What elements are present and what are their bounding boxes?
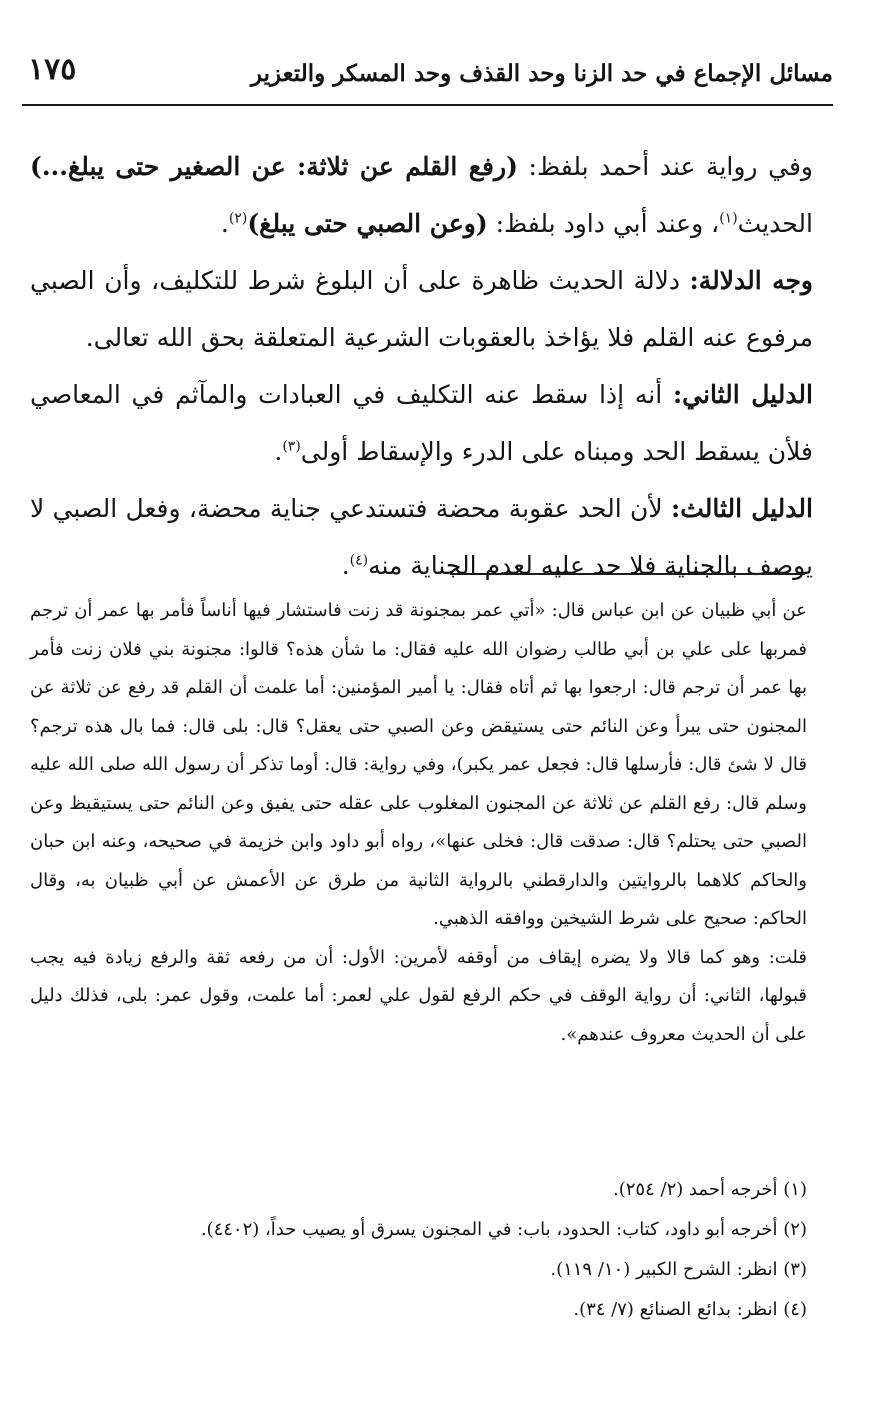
footnote-text: انظر: بدائع الصنائع (٧/ ٣٤). [573, 1299, 778, 1320]
footnote-ref-2[interactable]: (٢) [228, 210, 248, 227]
running-title: مسائل الإجماع في حد الزنا وحد القذف وحد المسكر والتعزير [250, 60, 833, 87]
footnote-ref-3[interactable]: (٣) [282, 438, 301, 455]
footnote-number: (١) [783, 1179, 807, 1200]
second-proof-text: أنه إذا سقط عنه التكليف في العبادات والمآثم في المعاصي فلأن يسقط الحد ومبناه على الدرء والإسقاط أولى [30, 380, 813, 466]
paragraph-third-proof [30, 480, 813, 594]
p3-end: . [274, 437, 283, 466]
footnote-ref-4[interactable]: (٤) [349, 552, 369, 569]
footnote-2 [30, 1210, 807, 1250]
p4-end: . [341, 551, 350, 580]
footnote-text: أخرجه أبو داود، كتاب: الحدود، باب: في المجنون يسرق أو يصيب حداً، (٤٤٠٢). [200, 1219, 778, 1240]
p1-abudawud: ، وعند أبي داود بلفظ: [487, 209, 720, 238]
footnote-number: (٤) [783, 1299, 807, 1320]
second-proof-heading: الدليل الثاني: [672, 380, 813, 409]
p1-intro: وفي رواية عند أحمد بلفظ: [517, 152, 813, 181]
paragraph-evidence-point [30, 252, 813, 366]
footnote-ref-1[interactable]: (١) [719, 210, 738, 227]
footnote-divider [450, 573, 805, 575]
p1-end: . [220, 209, 229, 238]
footnote-4 [30, 1290, 807, 1330]
footnote-text: أخرجه أحمد (٢/ ٢٥٤). [613, 1179, 778, 1200]
main-text [30, 138, 813, 594]
footnote-continuation [30, 592, 807, 1054]
page-number: ١٧٥ [28, 52, 77, 87]
footnote-number: (٣) [783, 1259, 807, 1280]
page-header [22, 52, 833, 106]
p1-hadith-word: الحديث [737, 209, 813, 238]
footnotes-list [30, 1170, 807, 1330]
evidence-heading: وجه الدلالة: [689, 266, 814, 295]
footnote-number: (٢) [783, 1219, 807, 1240]
continuation-narration: عن أبي ظبيان عن ابن عباس قال: «أتي عمر بمجنونة قد زنت فاستشار فيها أناساً فأمر بها عمر أن ترجم فمربها على علي بن أبي طالب رضوان الله عليه فقال: ما شأن هذه؟ قالوا: مجنونة بني فلان زنت فأمر بها عمر أن ترجم قال: ارجعوا بها ثم أتاه فقال: يا أمير المؤمنين: أما علمت أن القلم قد رفع عن ثلاثة عن المجنون حتى يبرأ وعن النائم حتى يستيقض وعن الصبي حتى يعقل؟ قال: بلى قال: فما بال هذه ترجم؟ قال لا شئ قال: فأرسلها قال: فجعل عمر يكبر)، وفي رواية: قال: أوما تذكر أن رسول الله صلى الله عليه وسلم قال: رفع القلم عن ثلاثة عن المجنون المغلوب على عقله حتى يفيق وعن النائم حتى يستيقيظ وعن الصبي حتى يحتلم؟ قال: صدقت قال: فخلى عنها»، رواه أبو داود وابن خزيمة في صحيحه، وعنه ابن حبان والحاكم كلاهما بالروايتين والدارقطني بالرواية الثانية من طرق عن الأعمش عن أبي ظبيان به، وقال الحاكم: صحيح على شرط الشيخين ووافقه الذهبي. [30, 600, 808, 929]
evidence-text: دلالة الحديث ظاهرة على أن البلوغ شرط للتكليف، وأن الصبي مرفوع عنه القلم فلا يؤاخذ بالعقوبات الشرعية المتعلقة بحق الله تعالى. [30, 266, 813, 352]
continuation-comment: قلت: وهو كما قالا ولا يضره إيقاف من أوقفه لأمرين: الأول: أن من رفعه ثقة والرفع زيادة فيه يجب قبولها، الثاني: أن رواية الوقف في حكم الرفع لقول علي لعمر: أما علمت، وقول عمر: بلى، فذلك دليل على أن الحديث معروف عندهم». [30, 946, 807, 1045]
p1-hadith-text: (رفع القلم عن ثلاثة: عن الصغير حتى يبلغ...) [30, 152, 518, 181]
paragraph-ahmad-narration [30, 138, 813, 252]
third-proof-heading: الدليل الثالث: [671, 494, 813, 523]
footnote-1 [30, 1170, 807, 1210]
third-proof-text: لأن الحد عقوبة محضة فتستدعي جناية محضة، وفعل الصبي لا يوصف بالجناية فلا حد عليه لعدم الجناية منه [30, 494, 813, 580]
paragraph-second-proof [30, 366, 813, 480]
footnote-text: انظر: الشرح الكبير (١٠/ ١١٩). [550, 1259, 778, 1280]
footnote-3 [30, 1250, 807, 1290]
p1-abudawud-text: (وعن الصبي حتى يبلغ) [247, 209, 488, 238]
